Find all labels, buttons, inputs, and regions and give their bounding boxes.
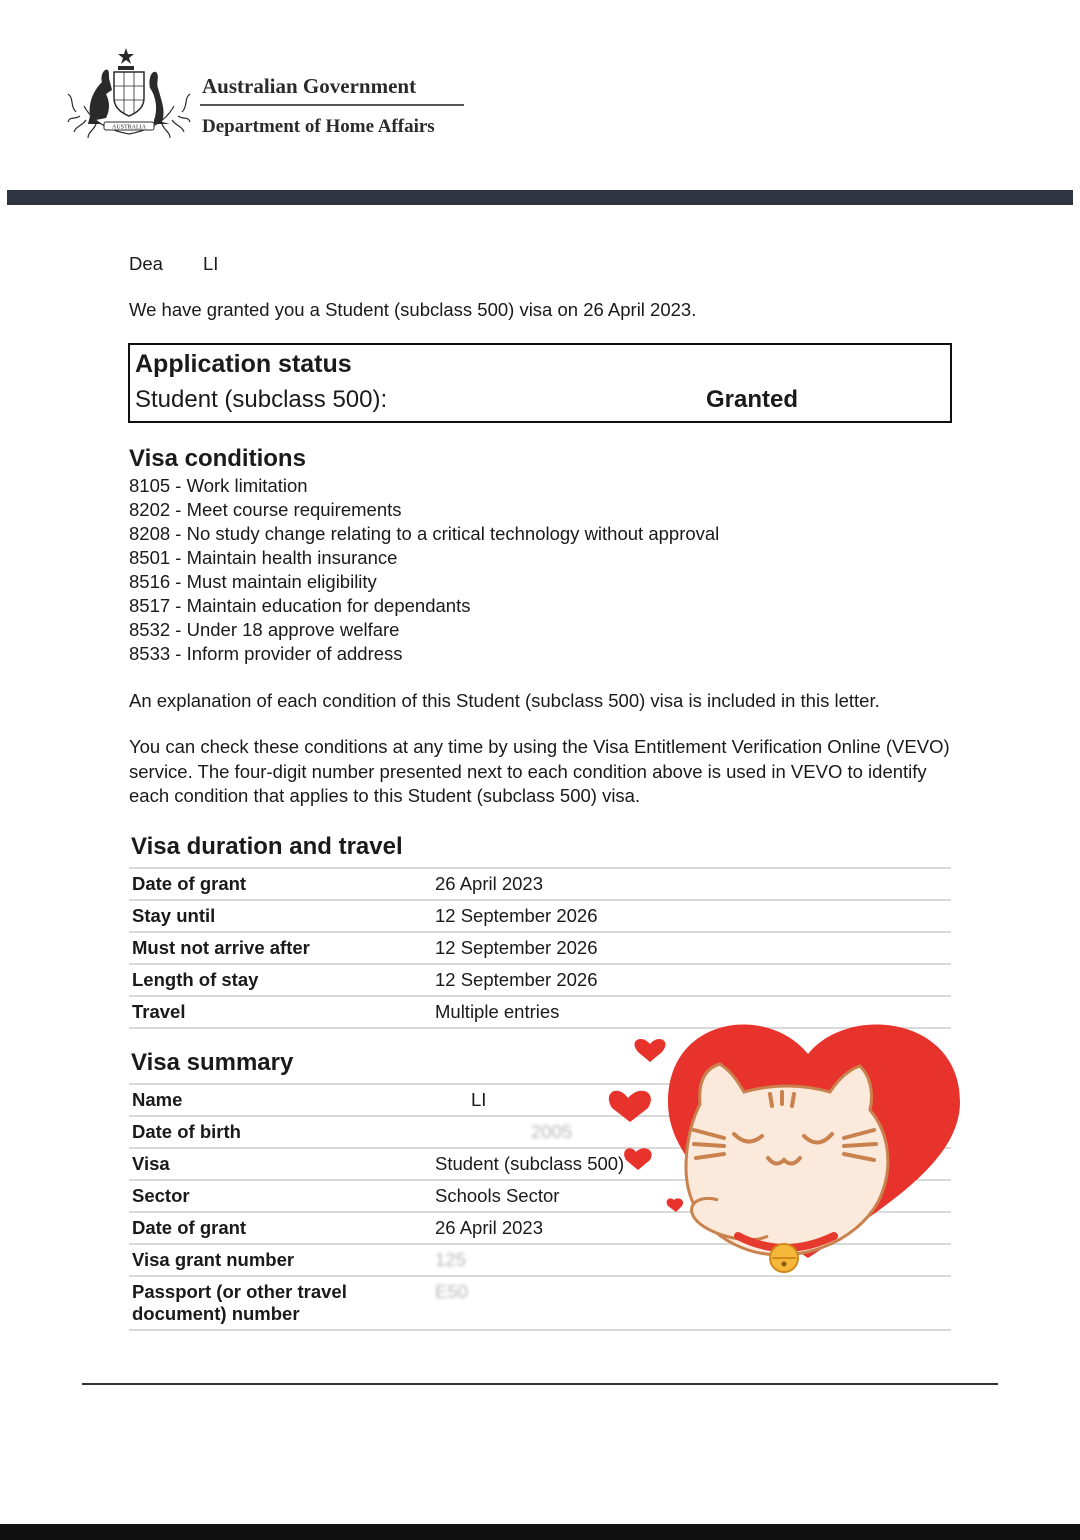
condition-item: 8105 - Work limitation bbox=[129, 475, 308, 496]
row-value: 12 September 2026 bbox=[432, 932, 951, 964]
coat-of-arms-icon bbox=[66, 46, 192, 144]
row-value: 12 September 2026 bbox=[432, 964, 951, 996]
row-label: Length of stay bbox=[129, 964, 432, 996]
conditions-explanation: An explanation of each condition of this Student (subclass 500) visa is included in this letter. bbox=[129, 690, 880, 711]
holder-name: LI bbox=[471, 1089, 487, 1110]
small-heart-icon bbox=[635, 1039, 666, 1062]
visa-conditions-list bbox=[129, 474, 719, 666]
government-name: Australian Government bbox=[202, 74, 417, 98]
row-value: 12 September 2026 bbox=[432, 900, 951, 932]
screen-bottom-bar bbox=[0, 1524, 1080, 1540]
row-label: Visa grant number bbox=[129, 1244, 432, 1276]
table-row bbox=[129, 900, 951, 932]
row-label: Visa bbox=[129, 1148, 432, 1180]
row-value: 26 April 2023 bbox=[432, 868, 951, 900]
row-label: Name bbox=[129, 1084, 432, 1116]
visa-conditions-title: Visa conditions bbox=[129, 445, 306, 472]
table-row bbox=[129, 964, 951, 996]
condition-item: 8532 - Under 18 approve welfare bbox=[129, 619, 400, 640]
status-value: Granted bbox=[706, 386, 799, 413]
application-status-box bbox=[128, 343, 952, 423]
header-divider bbox=[200, 104, 464, 106]
salutation-prefix: Dea bbox=[129, 253, 163, 274]
cat-in-heart-sticker-icon bbox=[598, 1010, 970, 1300]
status-title: Application status bbox=[135, 350, 352, 378]
grant-sentence: We have granted you a Student (subclass 500) visa on 26 April 2023. bbox=[129, 299, 697, 320]
row-value: Schools Sector bbox=[432, 1180, 951, 1212]
redacted-date-of-birth: 2005 bbox=[531, 1121, 573, 1142]
row-label: Date of grant bbox=[129, 1212, 432, 1244]
salutation bbox=[129, 252, 218, 276]
department-name: Department of Home Affairs bbox=[202, 116, 435, 137]
status-label: Student (subclass 500): bbox=[135, 386, 388, 413]
row-label: Passport (or other travel document) number bbox=[129, 1276, 432, 1330]
small-heart-icon bbox=[609, 1091, 651, 1122]
condition-item: 8516 - Must maintain eligibility bbox=[129, 571, 377, 592]
vevo-paragraph: You can check these conditions at any time by using the Visa Entitlement Verification Online (VEVO) service. The four-digit number presented next to each condition above is used in VEVO to identify each condition that applies to this Student (subclass 500) visa. bbox=[129, 736, 950, 806]
visa-duration-title: Visa duration and travel bbox=[131, 833, 403, 860]
condition-item: 8501 - Maintain health insurance bbox=[129, 547, 398, 568]
condition-item: 8517 - Maintain education for dependants bbox=[129, 595, 471, 616]
redacted-passport-number: E50 bbox=[435, 1281, 468, 1302]
salutation-name: LI bbox=[202, 253, 219, 274]
table-row bbox=[129, 868, 951, 900]
row-value: Multiple entries bbox=[432, 996, 951, 1028]
row-label: Date of birth bbox=[129, 1116, 432, 1148]
row-label: Travel bbox=[129, 996, 432, 1028]
condition-item: 8533 - Inform provider of address bbox=[129, 643, 403, 664]
condition-item: 8208 - No study change relating to a critical technology without approval bbox=[129, 523, 720, 544]
row-label: Stay until bbox=[129, 900, 432, 932]
row-label: Sector bbox=[129, 1180, 432, 1212]
row-value: 26 April 2023 bbox=[432, 1212, 951, 1244]
visa-summary-title: Visa summary bbox=[131, 1049, 294, 1076]
row-label: Must not arrive after bbox=[129, 932, 432, 964]
small-heart-icon bbox=[624, 1148, 651, 1170]
table-row bbox=[129, 932, 951, 964]
small-heart-icon bbox=[667, 1198, 683, 1212]
footer-divider bbox=[82, 1383, 998, 1385]
row-label: Date of grant bbox=[129, 868, 432, 900]
row-value: Student (subclass 500) bbox=[432, 1148, 951, 1180]
visa-duration-table bbox=[129, 867, 951, 1029]
redacted-grant-number: 125 bbox=[435, 1249, 466, 1270]
condition-item: 8202 - Meet course requirements bbox=[129, 499, 402, 520]
crest-motto: AUSTRALIA bbox=[112, 124, 146, 131]
header-band bbox=[7, 190, 1073, 205]
